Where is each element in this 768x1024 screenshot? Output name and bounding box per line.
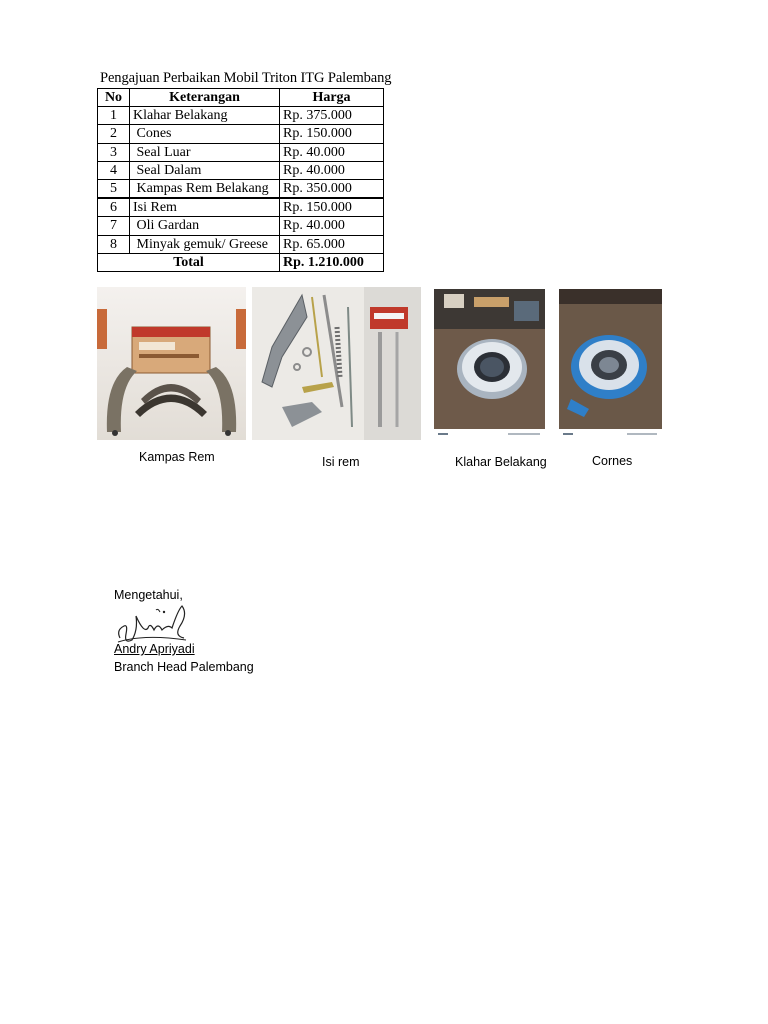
cone-bearing-photo bbox=[559, 289, 662, 440]
row-harga: Rp. 150.000 bbox=[280, 125, 384, 143]
table-row bbox=[98, 217, 384, 235]
brake-spring-kit-photo bbox=[252, 287, 421, 440]
row-keterangan: Kampas Rem Belakang bbox=[130, 179, 280, 198]
row-keterangan: Cones bbox=[130, 125, 280, 143]
row-no: 8 bbox=[98, 235, 130, 253]
row-keterangan: Oli Gardan bbox=[130, 217, 280, 235]
row-keterangan: Klahar Belakang bbox=[130, 107, 280, 125]
row-keterangan: Seal Luar bbox=[130, 143, 280, 161]
row-harga: Rp. 375.000 bbox=[280, 107, 384, 125]
row-no: 2 bbox=[98, 125, 130, 143]
table-row bbox=[98, 198, 384, 217]
signatory-position: Branch Head Palembang bbox=[114, 660, 254, 674]
header-keterangan: Keterangan bbox=[130, 89, 280, 107]
handwritten-signature bbox=[114, 600, 194, 655]
table-row bbox=[98, 235, 384, 253]
bearing-photo bbox=[434, 289, 545, 440]
signature-heading: Mengetahui, bbox=[114, 588, 183, 602]
row-no: 6 bbox=[98, 198, 130, 217]
table-row bbox=[98, 161, 384, 179]
row-no: 7 bbox=[98, 217, 130, 235]
row-no: 4 bbox=[98, 161, 130, 179]
document-title: Pengajuan Perbaikan Mobil Triton ITG Palembang bbox=[100, 70, 392, 86]
row-keterangan: Minyak gemuk/ Greese bbox=[130, 235, 280, 253]
row-harga: Rp. 40.000 bbox=[280, 217, 384, 235]
table-total-row bbox=[98, 253, 384, 271]
row-no: 3 bbox=[98, 143, 130, 161]
total-value: Rp. 1.210.000 bbox=[280, 253, 384, 271]
caption-klahar-belakang: Klahar Belakang bbox=[455, 455, 547, 469]
signatory-name: Andry Apriyadi bbox=[114, 642, 195, 656]
row-harga: Rp. 40.000 bbox=[280, 161, 384, 179]
price-table bbox=[97, 88, 384, 272]
table-row bbox=[98, 125, 384, 143]
table-row bbox=[98, 143, 384, 161]
table-row bbox=[98, 107, 384, 125]
row-harga: Rp. 350.000 bbox=[280, 179, 384, 198]
table-header-row bbox=[98, 89, 384, 107]
row-keterangan: Seal Dalam bbox=[130, 161, 280, 179]
total-label: Total bbox=[98, 253, 280, 271]
caption-isi-rem: Isi rem bbox=[322, 455, 360, 469]
caption-kampas-rem: Kampas Rem bbox=[139, 450, 215, 464]
brake-shoe-photo bbox=[97, 287, 246, 440]
row-harga: Rp. 150.000 bbox=[280, 198, 384, 217]
row-harga: Rp. 65.000 bbox=[280, 235, 384, 253]
header-harga: Harga bbox=[280, 89, 384, 107]
row-no: 1 bbox=[98, 107, 130, 125]
header-no: No bbox=[98, 89, 130, 107]
row-keterangan: Isi Rem bbox=[130, 198, 280, 217]
row-no: 5 bbox=[98, 179, 130, 198]
row-harga: Rp. 40.000 bbox=[280, 143, 384, 161]
caption-cornes: Cornes bbox=[592, 454, 633, 468]
table-row bbox=[98, 179, 384, 198]
